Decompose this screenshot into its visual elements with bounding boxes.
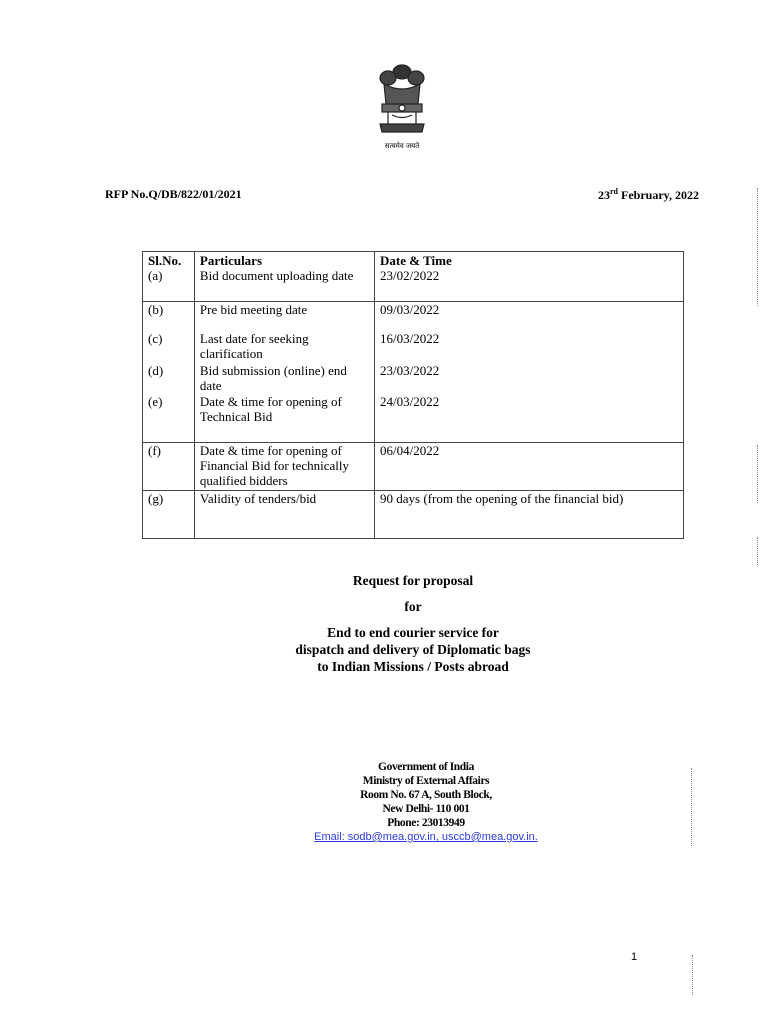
row-particular: Validity of tenders/bid [194, 490, 374, 538]
row-sl: (d) [143, 363, 195, 394]
header-slno: Sl.No. [143, 252, 195, 269]
schedule-table [142, 251, 684, 539]
row-particular: Date & time for opening of Financial Bid for technically qualified bidders [194, 442, 374, 490]
rfp-number: RFP No.Q/DB/822/01/2021 [105, 187, 242, 201]
address-line-3: Room No. 67 A, South Block, [360, 789, 492, 801]
table-header-row [143, 252, 684, 269]
table-row [143, 301, 684, 331]
address-line-1: Government of India [378, 761, 474, 773]
row-sl: (e) [143, 394, 195, 442]
row-particular: Bid document uploading date [194, 268, 374, 301]
header-particulars: Particulars [194, 252, 374, 269]
table-row [143, 394, 684, 442]
edge-mark [757, 188, 759, 306]
email-link[interactable]: Email: sodb@mea.gov.in, usccb@mea.gov.in. [314, 831, 538, 843]
edge-mark [757, 445, 759, 503]
edge-mark [691, 768, 693, 846]
row-particular: Bid submission (online) end date [194, 363, 374, 394]
row-date: 16/03/2022 [375, 331, 684, 363]
row-date: 06/04/2022 [375, 442, 684, 490]
title-line-2: for [404, 599, 422, 614]
row-sl: (c) [143, 331, 195, 363]
row-particular: Date & time for opening of Technical Bid [194, 394, 374, 442]
table-row [143, 331, 684, 363]
page-number: 1 [631, 951, 638, 963]
address-line-2: Ministry of External Affairs [362, 775, 490, 787]
row-date: 90 days (from the opening of the financial bid) [375, 490, 684, 538]
row-sl: (f) [143, 442, 195, 490]
address-line-4: New Delhi- 110 001 [382, 803, 470, 815]
date-suffix: rd [610, 187, 618, 196]
date-month-year: February, 2022 [618, 188, 699, 202]
title-line-1: Request for proposal [352, 573, 474, 588]
row-sl: (g) [143, 490, 195, 538]
row-sl: (a) [143, 268, 195, 301]
row-particular: Last date for seeking clarification [194, 331, 374, 363]
title-line-4: dispatch and delivery of Diplomatic bags [295, 642, 531, 657]
row-particular: Pre bid meeting date [194, 301, 374, 331]
address-block [0, 760, 770, 830]
row-date: 23/03/2022 [375, 363, 684, 394]
row-date: 09/03/2022 [375, 301, 684, 331]
emblem [362, 60, 442, 156]
address-line-5: Phone: 23013949 [387, 817, 465, 829]
table-row [143, 363, 684, 394]
ashoka-emblem-icon [362, 60, 442, 140]
table-row [143, 442, 684, 490]
motto: सत्यमेव जयते [384, 142, 420, 150]
document-date [598, 187, 699, 203]
title-line-3: End to end courier service for [327, 625, 499, 640]
proposal-title [0, 572, 770, 675]
table-row [143, 268, 684, 301]
edge-mark [757, 537, 759, 565]
row-date: 23/02/2022 [375, 268, 684, 301]
date-day: 23 [598, 188, 610, 202]
row-date: 24/03/2022 [375, 394, 684, 442]
header-date-time: Date & Time [375, 252, 684, 269]
table-row [143, 490, 684, 538]
title-line-5: to Indian Missions / Posts abroad [317, 659, 509, 674]
row-sl: (b) [143, 301, 195, 331]
edge-mark [692, 955, 694, 995]
